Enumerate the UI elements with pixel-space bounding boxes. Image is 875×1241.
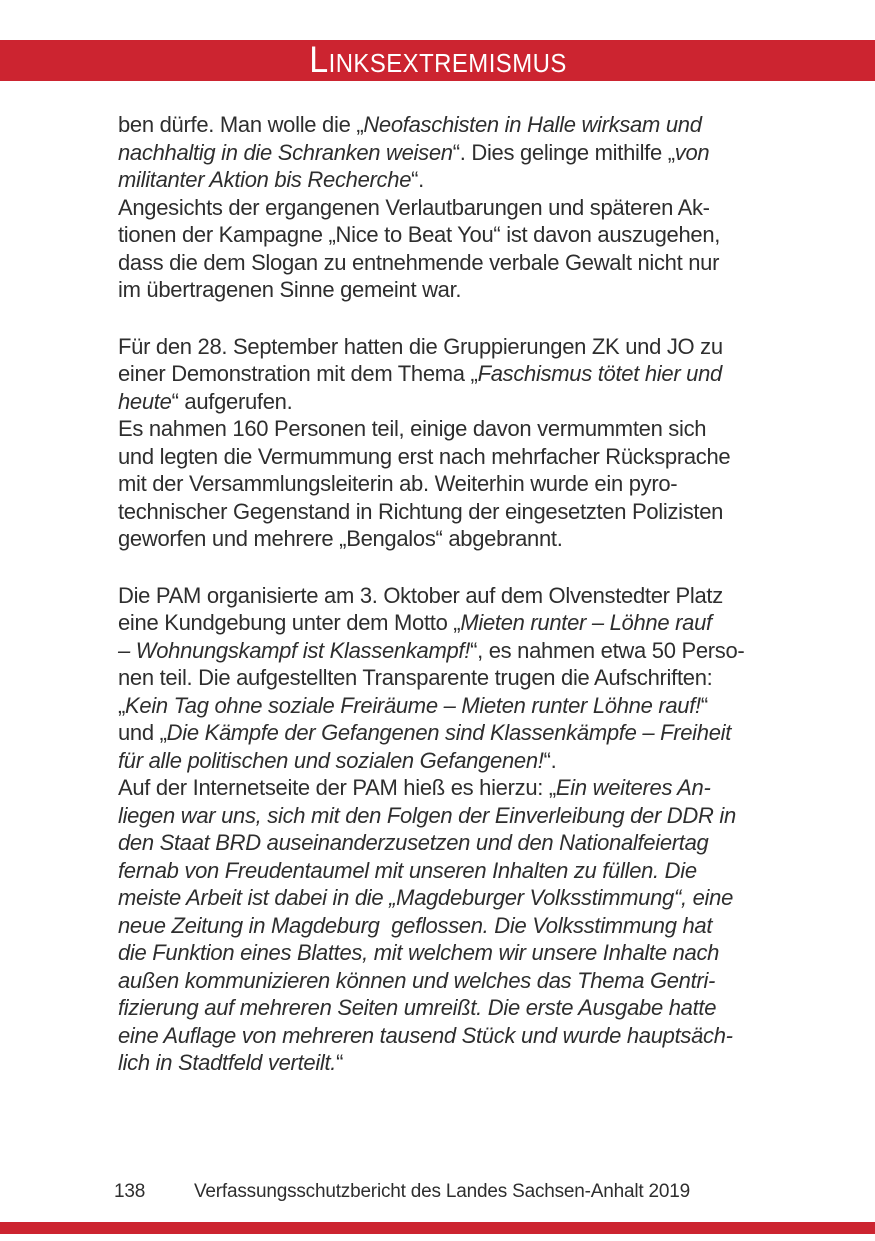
section-header-bar xyxy=(0,40,875,81)
text-line: Die PAM organisierte am 3. Oktober auf dem Olvenstedter Platz xyxy=(118,582,723,608)
text-line: fernab von Freudentaumel mit unseren Inhalten zu füllen. Die xyxy=(118,857,697,883)
text-line: außen kommunizieren können und welches das Thema Gentri- xyxy=(118,967,716,993)
text-line: und legten die Vermummung erst nach mehrfacher Rücksprache xyxy=(118,443,731,469)
text-line: Angesichts der ergangenen Verlautbarungen und späteren Ak- xyxy=(118,194,710,220)
text-line: Es nahmen 160 Personen teil, einige davon vermummten sich xyxy=(118,416,707,441)
text-line: eine Auflage von mehreren tausend Stück und wurde hauptsäch- xyxy=(118,1022,733,1048)
paragraph xyxy=(118,582,744,1077)
text-line: ben dürfe. Man wolle die „Neofaschisten in Halle wirksam und xyxy=(118,112,702,137)
text-line: militanter Aktion bis Recherche“. xyxy=(118,167,424,192)
text-line: heute“ aufgerufen. xyxy=(118,388,293,414)
text-line: die Funktion eines Blattes, mit welchem wir unsere Inhalte nach xyxy=(118,940,720,965)
text-line: neue Zeitung in Magdeburg geflossen. Die Volksstimmung hat xyxy=(118,912,713,938)
text-line: den Staat BRD auseinanderzusetzen und den Nationalfeiertag xyxy=(118,830,709,855)
text-line: einer Demonstration mit dem Thema „Faschismus tötet hier und xyxy=(118,361,722,386)
text-line: Für den 28. September hatten die Gruppierungen ZK und JO zu xyxy=(118,333,723,359)
paragraph xyxy=(118,111,744,304)
text-line: nen teil. Die aufgestellten Transparente trugen die Aufschriften: xyxy=(118,665,713,690)
text-line: meiste Arbeit ist dabei in die „Magdeburger Volksstimmung“, eine xyxy=(118,885,734,910)
body-text xyxy=(118,111,744,1077)
text-line: im übertragenen Sinne gemeint war. xyxy=(118,277,462,302)
text-line: Auf der Internetseite der PAM hieß es hierzu: „Ein weiteres An- xyxy=(118,775,711,800)
text-line: dass die dem Slogan zu entnehmende verbale Gewalt nicht nur xyxy=(118,249,720,275)
text-line: technischer Gegenstand in Richtung der eingesetzten Polizisten xyxy=(118,498,724,524)
paragraph xyxy=(118,333,744,553)
text-line: eine Kundgebung unter dem Motto „Mieten runter – Löhne rauf xyxy=(118,610,712,635)
text-line: nachhaltig in die Schranken weisen“. Dies gelinge mithilfe „von xyxy=(118,139,710,165)
report-title: Verfassungsschutzbericht des Landes Sachsen-Anhalt 2019 xyxy=(194,1181,690,1202)
text-line: „Kein Tag ohne soziale Freiräume – Mieten runter Löhne rauf!“ xyxy=(118,692,708,718)
section-title: Linksextremismus xyxy=(308,38,567,80)
text-line: für alle politischen und sozialen Gefangenen!“. xyxy=(118,747,557,773)
text-line: liegen war uns, sich mit den Folgen der Einverleibung der DDR in xyxy=(118,802,736,828)
page-number: 138 xyxy=(114,1181,146,1202)
text-line: und „Die Kämpfe der Gefangenen sind Klassenkämpfe – Freiheit xyxy=(118,720,732,745)
text-line: fizierung auf mehreren Seiten umreißt. Die erste Ausgabe hatte xyxy=(118,995,717,1020)
text-line: tionen der Kampagne „Nice to Beat You“ ist davon auszugehen, xyxy=(118,222,721,247)
text-line: lich in Stadtfeld verteilt.“ xyxy=(118,1050,344,1075)
text-line: – Wohnungskampf ist Klassenkampf!“, es nahmen etwa 50 Perso- xyxy=(118,637,745,663)
page-footer xyxy=(0,1181,875,1205)
text-line: mit der Versammlungsleiterin ab. Weiterhin wurde ein pyro- xyxy=(118,471,678,496)
footer-rule xyxy=(0,1222,875,1234)
text-line: geworfen und mehrere „Bengalos“ abgebrannt. xyxy=(118,526,563,551)
